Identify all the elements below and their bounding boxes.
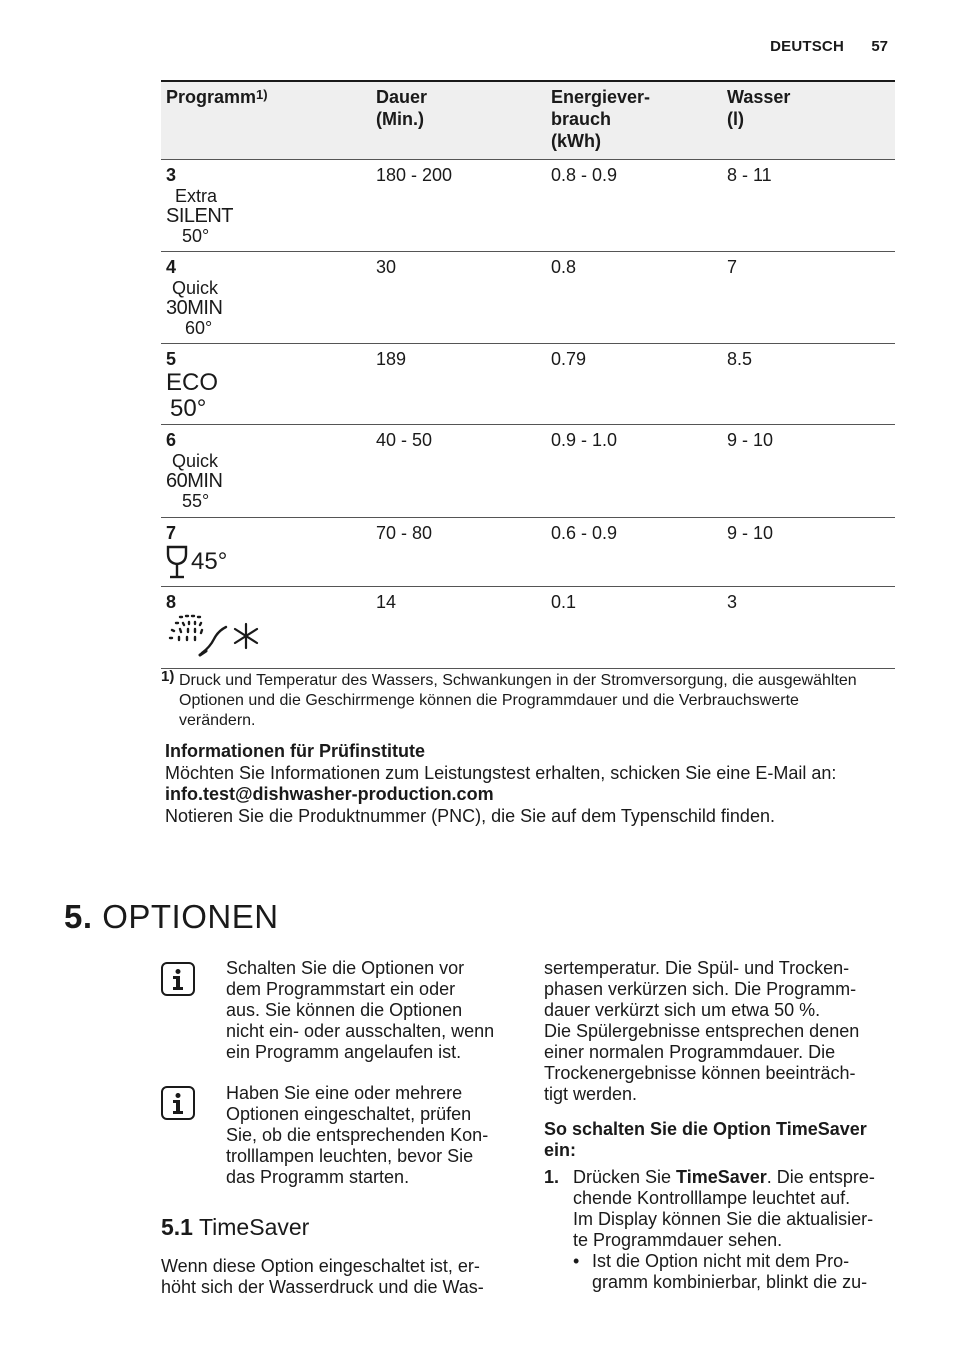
water-cell: 8 - 11 bbox=[727, 165, 772, 185]
wine-glass-icon bbox=[166, 545, 188, 579]
program-number: 8 bbox=[166, 592, 177, 612]
note-line: Haben Sie eine oder mehrere bbox=[226, 1083, 463, 1103]
info-text: Möchten Sie Informationen zum Leistungstest erhalten, schicken Sie eine E-Mail an: bbox=[165, 762, 837, 783]
footnote-text: Druck und Temperatur des Wassers, Schwankungen in der Stromversorgung, die ausgewählten Optionen und die Geschirrmenge können die Programmdauer und die Verbrauchswerte verändern. bbox=[179, 672, 857, 729]
header-program bbox=[166, 86, 268, 108]
header-energy-line: (kWh) bbox=[551, 131, 601, 151]
subsection-title bbox=[161, 1214, 309, 1241]
table-row bbox=[161, 587, 895, 669]
program-cell bbox=[166, 164, 233, 246]
page-number: 57 bbox=[871, 38, 888, 55]
duration-cell: 30 bbox=[376, 257, 397, 277]
info-title: Informationen für Prüfinstitute bbox=[165, 741, 425, 761]
water-cell: 7 bbox=[727, 257, 738, 277]
footnote-mark: 1) bbox=[161, 668, 175, 685]
table-row bbox=[161, 518, 895, 587]
rinse-spray-icon bbox=[166, 613, 228, 659]
note-line: Sie, ob die entsprechenden Kon- bbox=[226, 1125, 489, 1145]
para-line: phasen verkürzen sich. Die Programm- bbox=[544, 979, 857, 999]
duration-cell: 40 - 50 bbox=[376, 430, 433, 450]
note-line: das Programm starten. bbox=[226, 1167, 410, 1187]
table-row bbox=[161, 252, 895, 344]
program-temp: 45° bbox=[191, 548, 228, 575]
step-text: . Die entspre- bbox=[766, 1167, 875, 1187]
energy-cell: 0.8 - 0.9 bbox=[551, 165, 618, 185]
howto-heading bbox=[544, 1119, 894, 1161]
note-line: dem Programmstart ein oder bbox=[226, 979, 456, 999]
note-text bbox=[226, 1083, 526, 1188]
section-title-text: OPTIONEN bbox=[102, 898, 279, 935]
header-duration bbox=[376, 86, 427, 130]
step-bold-text: TimeSaver bbox=[676, 1167, 767, 1187]
para-line: dauer verkürzt sich um etwa 50 %. bbox=[544, 1000, 821, 1020]
info-icon bbox=[161, 962, 195, 996]
para-line: tigt werden. bbox=[544, 1084, 638, 1104]
subsection-title-text: TimeSaver bbox=[198, 1214, 310, 1240]
header-water-line: Wasser bbox=[727, 87, 791, 107]
note-line: Schalten Sie die Optionen vor bbox=[226, 958, 465, 978]
energy-cell: 0.1 bbox=[551, 592, 577, 612]
table-row bbox=[161, 425, 895, 518]
step-line: chende Kontrolllampe leuchtet auf. bbox=[573, 1188, 851, 1208]
energy-cell: 0.6 - 0.9 bbox=[551, 523, 618, 543]
note-line: Optionen eingeschaltet, prüfen bbox=[226, 1104, 472, 1124]
program-cell bbox=[166, 522, 227, 579]
header-energy-line: Energiever- bbox=[551, 87, 651, 107]
program-number: 7 bbox=[166, 523, 177, 543]
program-cell bbox=[166, 348, 218, 422]
program-label: Quick bbox=[172, 278, 219, 298]
header-water bbox=[727, 86, 790, 130]
howto-heading-line: So schalten Sie die Option TimeSaver bbox=[544, 1119, 867, 1139]
star-asterisk-icon bbox=[232, 621, 260, 651]
header-language: DEUTSCH bbox=[770, 38, 844, 55]
bullet-line: gramm kombinierbar, blinkt die zu- bbox=[592, 1272, 868, 1292]
bullet-icon: • bbox=[573, 1251, 580, 1271]
water-cell: 3 bbox=[727, 592, 738, 612]
duration-cell: 14 bbox=[376, 592, 397, 612]
note-line: ein Programm angelaufen ist. bbox=[226, 1042, 462, 1062]
step-line: te Programmdauer sehen. bbox=[573, 1230, 783, 1250]
section-title bbox=[64, 898, 279, 936]
duration-cell: 70 - 80 bbox=[376, 523, 433, 543]
para-line: höht sich der Wasserdruck und die Was- bbox=[161, 1277, 484, 1297]
step-text: Drücken Sie bbox=[573, 1167, 677, 1187]
energy-cell: 0.9 - 1.0 bbox=[551, 430, 618, 450]
program-symbol bbox=[166, 613, 260, 659]
water-cell: 9 - 10 bbox=[727, 523, 774, 543]
bullet-line: Ist die Option nicht mit dem Pro- bbox=[592, 1251, 850, 1271]
program-cell bbox=[166, 256, 222, 338]
section-number: 5. bbox=[64, 898, 93, 935]
program-label: Quick bbox=[172, 451, 219, 471]
table-row bbox=[161, 344, 895, 425]
program-label: SILENT bbox=[166, 205, 234, 227]
program-symbol bbox=[166, 545, 227, 579]
program-label: 60MIN bbox=[166, 470, 223, 492]
note-line: trolllampen leuchten, bevor Sie bbox=[226, 1146, 474, 1166]
program-number: 5 bbox=[166, 349, 177, 369]
duration-cell: 189 bbox=[376, 349, 407, 369]
para-line: Die Spülergebnisse entsprechen denen bbox=[544, 1021, 860, 1041]
note-text bbox=[226, 958, 526, 1063]
test-institute-info bbox=[165, 741, 895, 827]
program-number: 3 bbox=[166, 165, 177, 185]
duration-cell: 180 - 200 bbox=[376, 165, 453, 185]
para-line: einer normalen Programmdauer. Die bbox=[544, 1042, 836, 1062]
note-line: nicht ein- oder ausschalten, wenn bbox=[226, 1021, 495, 1041]
right-column-text bbox=[544, 958, 894, 1105]
energy-cell: 0.8 bbox=[551, 257, 577, 277]
program-cell bbox=[166, 591, 260, 659]
table-row bbox=[161, 160, 895, 252]
timesaver-description bbox=[161, 1256, 521, 1298]
water-cell: 9 - 10 bbox=[727, 430, 774, 450]
para-line: Wenn diese Option eingeschaltet ist, er- bbox=[161, 1256, 480, 1276]
note-line: aus. Sie können die Optionen bbox=[226, 1000, 463, 1020]
info-text: Notieren Sie die Produktnummer (PNC), die Sie auf dem Typenschild finden. bbox=[165, 805, 775, 826]
bullet-item bbox=[573, 1251, 894, 1293]
para-line: Trockenergebnisse können beeinträch- bbox=[544, 1063, 856, 1083]
para-line: sertemperatur. Die Spül- und Trocken- bbox=[544, 958, 850, 978]
header-program-label: Programm bbox=[166, 87, 257, 107]
program-temp: 50° bbox=[182, 226, 210, 246]
water-cell: 8.5 bbox=[727, 349, 753, 369]
howto-heading-line: ein: bbox=[544, 1140, 577, 1160]
program-table bbox=[161, 80, 895, 669]
program-cell bbox=[166, 429, 222, 511]
program-label: Extra bbox=[175, 186, 218, 206]
header-duration-line: Dauer bbox=[376, 87, 428, 107]
header-water-line: (l) bbox=[727, 109, 744, 129]
subsection-number: 5.1 bbox=[161, 1214, 193, 1240]
header-duration-line: (Min.) bbox=[376, 109, 424, 129]
step-number: 1. bbox=[544, 1167, 560, 1187]
program-number: 4 bbox=[166, 257, 177, 277]
howto-step bbox=[544, 1167, 894, 1293]
header-energy-line: brauch bbox=[551, 109, 612, 129]
info-email-link[interactable]: info.test@dishwasher-production.com bbox=[165, 784, 494, 804]
program-temp: 55° bbox=[182, 491, 210, 511]
program-label: 30MIN bbox=[166, 297, 223, 319]
energy-cell: 0.79 bbox=[551, 349, 587, 369]
table-header bbox=[161, 80, 895, 160]
step-first-line bbox=[544, 1167, 894, 1188]
program-temp: 50° bbox=[170, 395, 207, 422]
program-label: ECO bbox=[166, 369, 219, 396]
header-energy bbox=[551, 86, 650, 152]
program-temp: 60° bbox=[185, 318, 213, 338]
step-line: Im Display können Sie die aktualisier- bbox=[573, 1209, 874, 1229]
header-program-footnote-mark: 1) bbox=[256, 87, 268, 102]
info-icon bbox=[161, 1086, 195, 1120]
program-number: 6 bbox=[166, 430, 177, 450]
